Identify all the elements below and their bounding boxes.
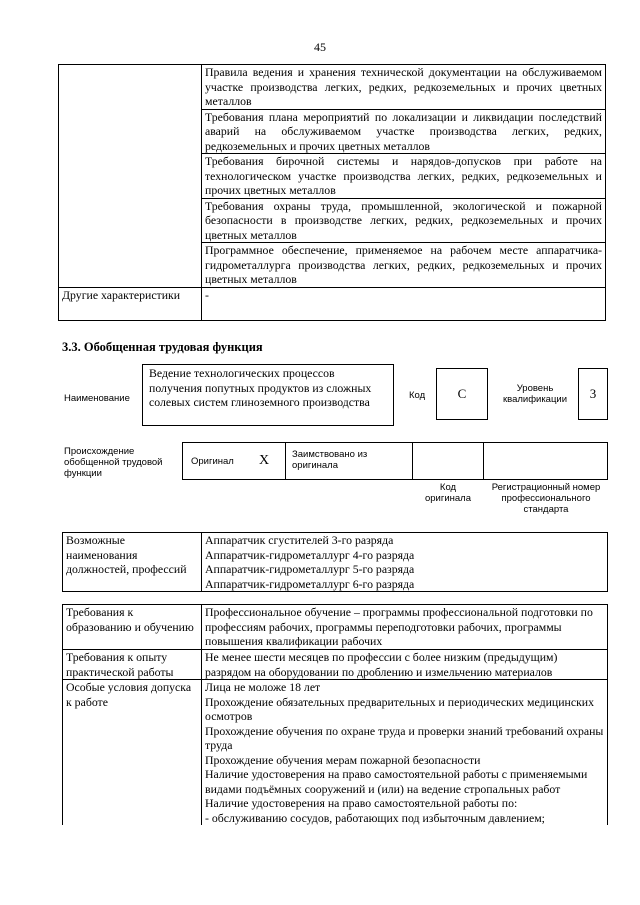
origin-label: Происхождение обобщенной трудовой функции	[64, 446, 163, 479]
position-item: Аппаратчик-гидрометаллург 6-го разряда	[205, 576, 415, 591]
position-item: Аппаратчик-гидрометаллург 4-го разряда	[205, 547, 415, 562]
original-box	[182, 442, 286, 480]
code-box	[436, 368, 488, 420]
condition-item: Прохождение обязательных предварительных и периодических медицинских осмотров	[205, 694, 595, 723]
borrowed-box	[285, 442, 413, 480]
original-mark: X	[259, 453, 270, 468]
table-row-text: Требования бирочной системы и нарядов-допусков при работе на технологическом участке производства легких, редких, редкоземельных и прочих цветных металлов	[202, 154, 606, 199]
level-label: Уровень квалификации	[502, 383, 568, 405]
position-item: Аппаратчик сгустителей 3-го разряда	[205, 533, 394, 547]
condition-item: - обслуживанию сосудов, работающих под избыточным давлением;	[205, 810, 545, 825]
positions-list	[202, 533, 608, 592]
other-characteristics-value: -	[202, 287, 606, 320]
name-box	[142, 364, 394, 426]
condition-item: Лица не моложе 18 лет	[205, 680, 321, 694]
level-box	[578, 368, 608, 420]
name-label: Наименование	[64, 393, 130, 404]
table-row-text: Требования охраны труда, промышленной, экологической и пожарной безопасности в производстве легких, редких, редкоземельных и прочих цветных металлов	[202, 198, 606, 243]
experience-text: Не менее шести месяцев по профессии с более низким (предыдущим) разрядом на оборудовании по дроблению и измельчению материалов	[202, 650, 608, 680]
condition-item: Наличие удостоверения на право самостоятельной работы с применяемыми видами подъёмных сооружений и (или) на ведение стропальных работ	[205, 767, 588, 796]
other-characteristics-label: Другие характеристики	[59, 287, 202, 320]
conditions-label: Особые условия допуска к работе	[63, 680, 202, 826]
table-row-text: Правила ведения и хранения технической документации на обслуживаемом участке производства легких, редких, редкоземельных и прочих цветных металлов	[202, 65, 606, 110]
code-original-box	[412, 442, 484, 480]
level-value: 3	[589, 386, 597, 401]
table-label-cell	[59, 65, 202, 288]
code-original-caption: Код оригинала	[424, 482, 471, 504]
condition-item: Прохождение обучения по охране труда и проверки знаний требований охраны труда	[205, 723, 604, 752]
experience-label: Требования к опыту практической работы	[63, 650, 202, 680]
reg-number-box	[483, 442, 608, 480]
table-row-text: Программное обеспечение, применяемое на рабочем месте аппаратчика-гидрометаллурга производства легких, редких, редкоземельных и прочих цветных металлов	[202, 243, 606, 288]
table-row-text: Требования плана мероприятий по локализации и ликвидации последствий аварий на обслуживаемом участке производства легких, редких, редкоземельных и прочих цветных металлов	[202, 109, 606, 154]
original-label: Оригинал	[191, 456, 234, 467]
positions-table	[62, 532, 608, 592]
condition-item: Прохождение обучения мерам пожарной безопасности	[205, 752, 481, 767]
knowledge-table	[58, 64, 606, 321]
requirements-table	[62, 604, 608, 825]
section-title: 3.3. Обобщенная трудовая функция	[62, 340, 263, 354]
name-value: Ведение технологических процессов получения попутных продуктов из сложных солевых систем глиноземного производства	[149, 366, 372, 409]
education-label: Требования к образованию и обучению	[63, 605, 202, 650]
condition-item: Наличие удостоверения на право самостоятельной работы по:	[205, 796, 518, 810]
code-value: C	[457, 386, 467, 401]
conditions-list	[202, 680, 608, 826]
code-label: Код	[409, 390, 426, 401]
position-item: Аппаратчик-гидрометаллург 5-го разряда	[205, 562, 415, 576]
education-text: Профессиональное обучение – программы профессиональной подготовки по профессиям рабочих, программы переподготовки рабочих, программы повышения квалификации рабочих	[202, 605, 608, 650]
page-number: 45	[314, 40, 326, 54]
reg-number-caption: Регистрационный номер профессионального стандарта	[491, 482, 601, 515]
borrowed-label: Заимствовано из оригинала	[292, 449, 368, 471]
positions-label: Возможные наименования должностей, профессий	[63, 533, 202, 592]
